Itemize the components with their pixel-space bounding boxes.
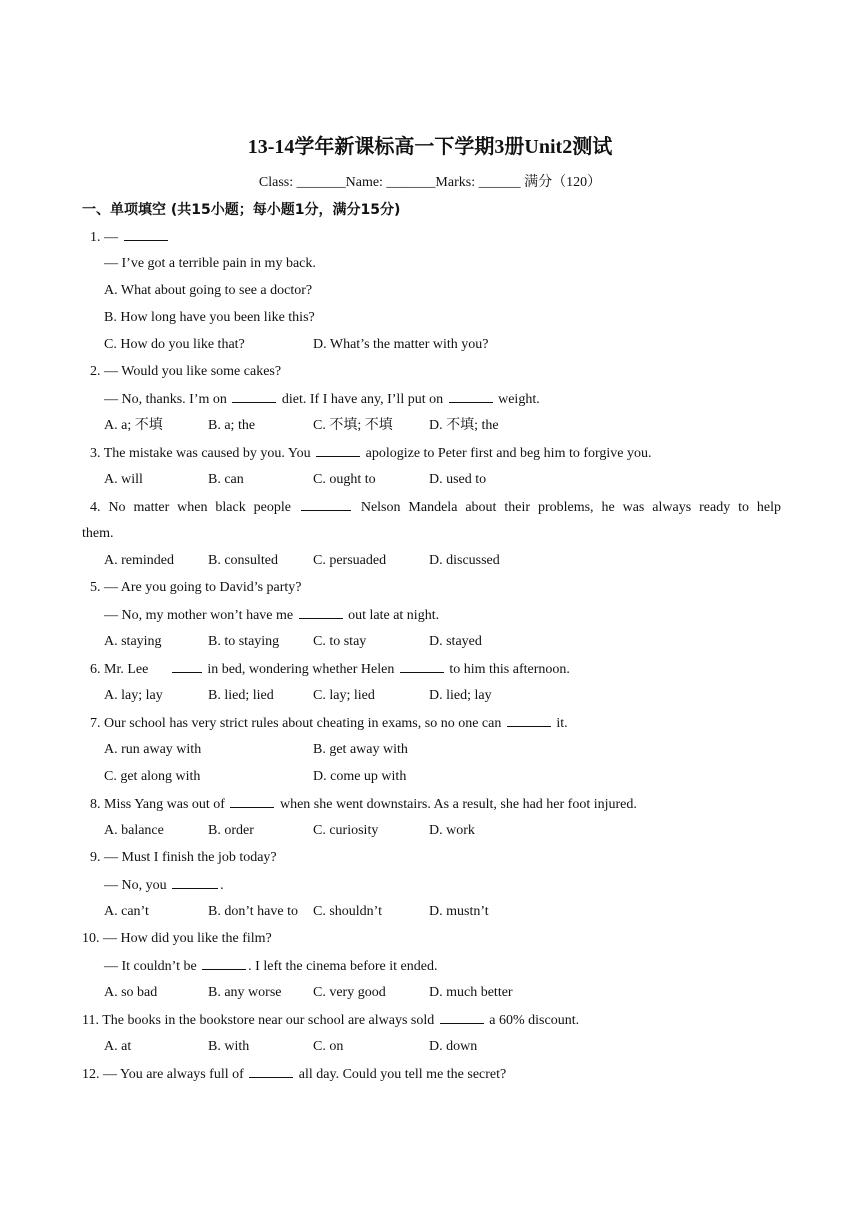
answer-blank xyxy=(249,1065,293,1078)
answer-blank xyxy=(202,957,246,970)
question-text: — You are always full of xyxy=(103,1067,244,1082)
question-4-stem xyxy=(90,498,781,517)
page-title: 13-14学年新课标高一下学期3册Unit2测试 xyxy=(247,136,613,158)
option-a: A. balance xyxy=(104,823,164,838)
option-c: C. on xyxy=(313,1039,344,1054)
question-text: Mr. Lee xyxy=(104,662,149,677)
question-7-stem xyxy=(90,714,568,733)
exam-info-line: Class: _______Name: _______Marks: ______ 满分（120） xyxy=(258,175,602,190)
reply-text: diet. If I have any, I’ll put on xyxy=(281,392,444,407)
option-d: D. stayed xyxy=(429,634,482,649)
question-number: 6. xyxy=(90,662,101,677)
option-d: D. 不填; the xyxy=(429,418,499,433)
option-c: C. shouldn’t xyxy=(313,904,382,919)
option-b: B. to staying xyxy=(208,634,280,649)
answer-blank xyxy=(299,606,343,619)
option-b: B. How long have you been like this? xyxy=(104,310,315,325)
option-a: A. staying xyxy=(104,634,162,649)
question-text: apologize to Peter first and beg him to forgive you. xyxy=(365,446,652,461)
option-d: D. lied; lay xyxy=(429,688,492,703)
question-text: Nelson Mandela about their problems, he was always ready to help xyxy=(360,500,782,515)
option-d: D. down xyxy=(429,1039,478,1054)
option-d: D. come up with xyxy=(313,769,407,784)
option-a: A. run away with xyxy=(104,742,202,757)
question-2-stem xyxy=(90,363,281,381)
question-8-stem xyxy=(90,795,637,814)
option-d: D. discussed xyxy=(429,553,500,568)
option-a: A. What about going to see a doctor? xyxy=(104,283,313,298)
option-b: B. with xyxy=(208,1039,250,1054)
option-c: C. lay; lied xyxy=(313,688,375,703)
reply-text: — No, thanks. I’m on xyxy=(104,392,227,407)
option-a: A. so bad xyxy=(104,985,158,1000)
question-12-stem xyxy=(82,1065,506,1084)
question-1-reply: — I’ve got a terrible pain in my back. xyxy=(104,256,316,271)
question-text: Our school has very strict rules about cheating in exams, so no one can xyxy=(104,716,502,731)
option-a: A. at xyxy=(104,1039,132,1054)
question-text: — Must I finish the job today? xyxy=(104,850,277,865)
question-10-reply xyxy=(104,957,437,976)
question-2-reply xyxy=(104,390,540,409)
answer-blank xyxy=(172,876,218,889)
question-text: a 60% discount. xyxy=(489,1013,580,1028)
answer-blank xyxy=(124,228,168,241)
question-5-reply xyxy=(104,606,439,625)
question-number: 4. xyxy=(90,500,101,515)
option-c: C. curiosity xyxy=(313,823,379,838)
question-text: The mistake was caused by you. You xyxy=(103,446,311,461)
option-c: C. 不填; 不填 xyxy=(313,418,393,433)
question-number: 1. xyxy=(90,230,101,245)
answer-blank xyxy=(230,795,274,808)
question-number: 8. xyxy=(90,797,101,812)
option-a: A. reminded xyxy=(104,553,174,568)
question-1-stem xyxy=(90,228,170,247)
question-number: 9. xyxy=(90,850,101,865)
reply-text: . I left the cinema before it ended. xyxy=(248,959,438,974)
option-b: B. a; the xyxy=(208,418,256,433)
option-a: A. a; 不填 xyxy=(104,418,163,433)
option-b: B. don’t have to xyxy=(208,904,298,919)
option-a: A. will xyxy=(104,472,143,487)
answer-blank xyxy=(316,444,360,457)
reply-text: weight. xyxy=(498,392,540,407)
option-b: B. lied; lied xyxy=(208,688,274,703)
question-text: Miss Yang was out of xyxy=(104,797,225,812)
option-b: B. get away with xyxy=(313,742,408,757)
question-3-stem xyxy=(90,444,652,463)
question-text: it. xyxy=(556,716,568,731)
question-6-stem xyxy=(90,660,570,679)
question-text: — Would you like some cakes? xyxy=(104,364,282,379)
option-d: D. used to xyxy=(429,472,487,487)
question-9-reply xyxy=(104,876,224,895)
question-number: 12. xyxy=(82,1067,100,1082)
option-c: C. get along with xyxy=(104,769,201,784)
question-text: when she went downstairs. As a result, she had her foot injured. xyxy=(279,797,637,812)
answer-blank xyxy=(301,498,351,511)
answer-blank xyxy=(449,390,493,403)
answer-blank xyxy=(507,714,551,727)
option-d: D. much better xyxy=(429,985,513,1000)
option-d: D. mustn’t xyxy=(429,904,489,919)
reply-text: out late at night. xyxy=(348,608,440,623)
reply-text: — No, you xyxy=(104,878,167,893)
option-a: A. lay; lay xyxy=(104,688,163,703)
question-text: — Are you going to David’s party? xyxy=(104,580,302,595)
answer-blank xyxy=(172,660,202,673)
question-text: in bed, wondering whether Helen xyxy=(207,662,395,677)
option-b: B. order xyxy=(208,823,254,838)
reply-text: — No, my mother won’t have me xyxy=(104,608,294,623)
option-c: C. very good xyxy=(313,985,386,1000)
question-text: The books in the bookstore near our school are always sold xyxy=(102,1013,435,1028)
question-number: 7. xyxy=(90,716,101,731)
section-heading: 一、单项填空 (共15小题；每小题1分，满分15分) xyxy=(82,202,401,218)
option-b: B. consulted xyxy=(208,553,278,568)
reply-text: — It couldn’t be xyxy=(104,959,197,974)
option-c: C. ought to xyxy=(313,472,376,487)
question-text: — xyxy=(104,230,122,245)
question-number: 2. xyxy=(90,364,101,379)
option-a: A. can’t xyxy=(104,904,149,919)
option-b: B. can xyxy=(208,472,244,487)
option-c: C. to stay xyxy=(313,634,367,649)
question-10-stem xyxy=(82,930,272,948)
option-d: D. What’s the matter with you? xyxy=(313,337,489,352)
question-9-stem xyxy=(90,849,277,867)
question-text: all day. Could you tell me the secret? xyxy=(298,1067,507,1082)
question-text: to him this afternoon. xyxy=(449,662,570,677)
question-number: 10. xyxy=(82,931,100,946)
option-c: C. persuaded xyxy=(313,553,387,568)
question-text: No matter when black people xyxy=(108,500,291,515)
reply-text: . xyxy=(220,878,224,893)
answer-blank xyxy=(440,1011,484,1024)
option-d: D. work xyxy=(429,823,475,838)
question-number: 11. xyxy=(82,1013,99,1028)
option-c: C. How do you like that? xyxy=(104,337,245,352)
question-5-stem xyxy=(90,579,302,597)
question-number: 5. xyxy=(90,580,101,595)
question-number: 3. xyxy=(90,446,101,461)
option-b: B. any worse xyxy=(208,985,282,1000)
question-text: — How did you like the film? xyxy=(103,931,272,946)
answer-blank xyxy=(232,390,276,403)
answer-blank xyxy=(400,660,444,673)
question-4-continued: them. xyxy=(82,526,114,541)
question-11-stem xyxy=(82,1011,579,1030)
